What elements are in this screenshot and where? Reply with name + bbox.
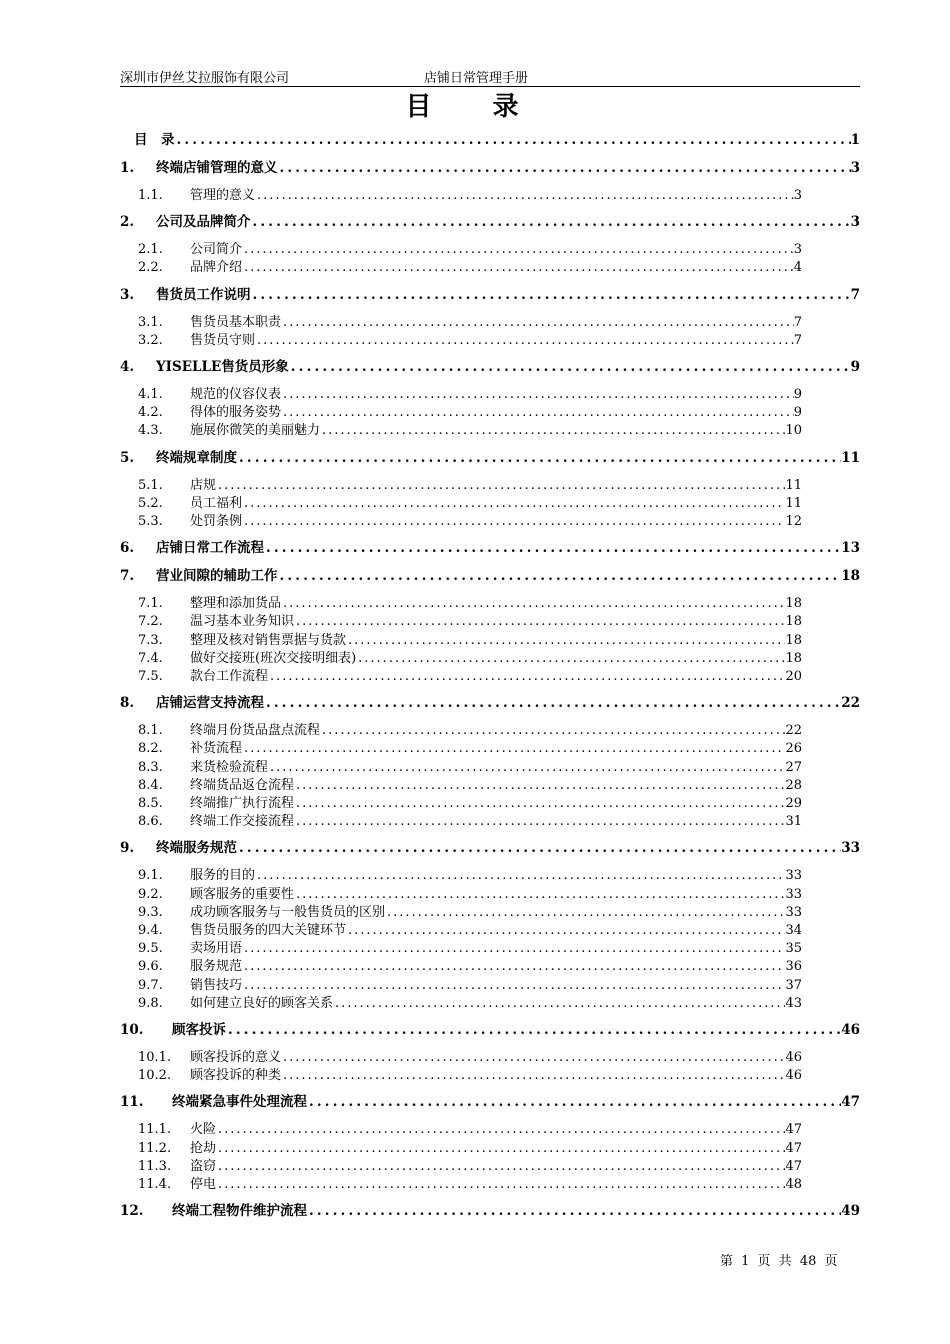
entry-page-number: 43 [785, 995, 802, 1011]
entry-page-number: 47 [785, 1158, 802, 1174]
toc-entry-contents[interactable] [120, 128, 860, 148]
entry-page-number: 11 [841, 449, 860, 466]
entry-label: 终端工程物件维护流程 [172, 1203, 307, 1220]
dot-leader [251, 214, 851, 230]
toc-section-entry[interactable] [120, 210, 860, 230]
entry-page-number: 3 [793, 188, 802, 203]
entry-label: 售货员基本职责 [190, 314, 282, 330]
entry-page-number: 11 [785, 495, 802, 511]
entry-page-number: 7 [793, 314, 802, 330]
entry-label: 终端推广执行流程 [190, 796, 295, 811]
dot-leader [251, 287, 851, 303]
entry-page-number: 46 [785, 1050, 802, 1065]
entry-page-number: 47 [785, 1122, 802, 1138]
entry-page-number: 11 [785, 477, 802, 493]
toc-subsection-entry[interactable] [120, 310, 860, 330]
entry-page-number: 37 [785, 977, 802, 993]
entry-label: 盗窃 [190, 1158, 217, 1174]
toc-subsection-entry[interactable] [120, 918, 860, 938]
toc-section-entry[interactable] [120, 355, 860, 375]
entry-page-number: 9 [850, 359, 860, 375]
entry-page-number: 18 [785, 596, 802, 612]
entry-page-number: 36 [785, 959, 802, 975]
dot-leader [237, 840, 841, 856]
entry-number: 3.1. [138, 314, 163, 330]
entry-page-number: 3 [850, 160, 860, 176]
entry-page-number: 1 [850, 132, 860, 148]
entry-label: 停电 [190, 1177, 217, 1192]
entry-page-number: 10 [785, 423, 802, 439]
entry-number: 4.2. [138, 405, 163, 421]
entry-page-number: 33 [785, 868, 802, 884]
toc-subsection-entry[interactable] [120, 809, 860, 829]
entry-label: 来货检验流程 [190, 759, 269, 775]
toc-subsection-entry[interactable] [120, 609, 860, 629]
entry-label: 顾客投诉的种类 [190, 1068, 282, 1084]
toc-subsection-entry[interactable] [120, 328, 860, 348]
toc-section-entry[interactable] [120, 691, 860, 711]
toc-subsection-entry[interactable] [120, 882, 860, 902]
entry-page-number: 3 [850, 214, 860, 231]
toc-section-entry[interactable] [120, 1199, 860, 1219]
toc-subsection-entry[interactable] [120, 736, 860, 756]
dot-leader [237, 450, 841, 466]
entry-number: 7.1. [138, 596, 163, 612]
entry-number: 7.4. [138, 650, 163, 666]
toc-subsection-entry[interactable] [120, 418, 860, 438]
entry-number: 10. [120, 1022, 144, 1038]
entry-label: 整理和添加货品 [190, 596, 282, 612]
toc-subsection-entry[interactable] [120, 255, 860, 275]
entry-page-number: 46 [841, 1022, 860, 1038]
entry-number: 9.5. [138, 941, 163, 957]
entry-label: 得体的服务姿势 [190, 405, 282, 421]
dot-leader [255, 333, 794, 348]
entry-number: 3.2. [138, 332, 163, 348]
toc-subsection-entry[interactable] [120, 973, 860, 993]
toc-section-entry[interactable] [120, 536, 860, 556]
entry-number: 11.4. [138, 1177, 172, 1192]
dot-leader [278, 160, 851, 176]
entry-number: 7. [120, 568, 135, 585]
entry-label: 抢劫 [190, 1140, 217, 1156]
entry-number: 8.1. [138, 723, 163, 739]
entry-label: 做好交接班(班次交接明细表) [190, 650, 357, 666]
entry-number: 9.3. [138, 904, 163, 920]
entry-label: YISELLE售货员形象 [156, 359, 289, 375]
entry-number: 5. [120, 449, 135, 466]
entry-label: 规范的仪容仪表 [190, 387, 282, 402]
entry-page-number: 33 [785, 904, 802, 920]
entry-page-number: 49 [841, 1203, 860, 1220]
dot-leader [320, 423, 785, 438]
entry-label: 款台工作流程 [190, 669, 269, 684]
toc-subsection-entry[interactable] [120, 400, 860, 420]
toc-subsection-entry[interactable] [120, 664, 860, 684]
toc-subsection-entry[interactable] [120, 591, 860, 611]
dot-leader [175, 132, 851, 148]
entry-number: 9.7. [138, 977, 163, 993]
entry-number: 11. [120, 1094, 144, 1111]
dot-leader [294, 814, 785, 829]
toc-subsection-entry[interactable] [120, 936, 860, 956]
entry-label: 成功顾客服务与一般售货员的区别 [190, 904, 386, 920]
entry-page-number: 47 [785, 1140, 802, 1156]
company-name: 深圳市伊丝艾拉服饰有限公司 [120, 71, 290, 86]
entry-page-number: 20 [785, 669, 802, 684]
entry-label: 服务的目的 [190, 868, 256, 884]
entry-page-number: 46 [785, 1068, 802, 1084]
dot-leader [264, 695, 841, 711]
toc-subsection-entry[interactable] [120, 183, 860, 203]
dot-leader [268, 669, 785, 684]
entry-number: 8.3. [138, 759, 163, 775]
entry-label: 补货流程 [190, 741, 243, 757]
entry-number: 8.4. [138, 777, 163, 793]
entry-number: 11.2. [138, 1140, 172, 1156]
entry-number: 5.3. [138, 514, 163, 529]
entry-page-number: 18 [785, 614, 802, 630]
entry-number: 6. [120, 540, 135, 557]
toc-subsection-entry[interactable] [120, 791, 860, 811]
entry-label: 店规 [190, 477, 217, 493]
toc-subsection-entry[interactable] [120, 718, 860, 738]
entry-label: 品牌介绍 [190, 260, 243, 276]
toc-subsection-entry[interactable] [120, 1063, 860, 1083]
entry-label: 顾客投诉的意义 [190, 1050, 282, 1065]
entry-number: 12. [120, 1203, 144, 1220]
entry-page-number: 7 [793, 332, 802, 348]
dot-leader [307, 1094, 841, 1110]
entry-page-number: 13 [841, 540, 860, 557]
entry-number: 5.2. [138, 495, 163, 511]
dot-leader [226, 1022, 841, 1038]
dot-leader [264, 540, 841, 556]
toc-subsection-entry[interactable] [120, 382, 860, 402]
entry-number: 4. [120, 359, 135, 375]
entry-number: 5.1. [138, 477, 163, 493]
dot-leader [281, 1068, 785, 1083]
toc-section-entry[interactable] [120, 564, 860, 584]
entry-label: 施展你微笑的美丽魅力 [190, 423, 321, 439]
entry-label: 公司及品牌简介 [156, 214, 251, 231]
toc-section-entry[interactable] [120, 446, 860, 466]
entry-number: 7.5. [138, 669, 163, 684]
toc-subsection-entry[interactable] [120, 509, 860, 529]
entry-number: 4.3. [138, 423, 163, 439]
entry-number: 2.2. [138, 260, 163, 276]
entry-number: 10.1. [138, 1050, 172, 1065]
dot-leader [307, 1203, 841, 1219]
toc-subsection-entry[interactable] [120, 863, 860, 883]
toc-subsection-entry[interactable] [120, 1117, 860, 1137]
entry-page-number: 3 [793, 242, 802, 258]
toc-subsection-entry[interactable] [120, 1172, 860, 1192]
entry-page-number: 7 [850, 286, 860, 303]
toc-heading: 目 录 [405, 92, 545, 122]
entry-label: 整理及核对销售票据与货款 [190, 632, 347, 648]
toc-subsection-entry[interactable] [120, 1154, 860, 1174]
toc-section-entry[interactable] [120, 1018, 860, 1038]
entry-label: 公司简介 [190, 242, 243, 258]
manual-title: 店铺日常管理手册 [424, 71, 529, 86]
dot-leader [289, 359, 851, 375]
dot-leader [242, 514, 785, 529]
toc-subsection-entry[interactable] [120, 773, 860, 793]
page-header [120, 66, 860, 87]
entry-number: 1.1. [138, 188, 163, 203]
dot-leader [333, 996, 785, 1011]
entry-number: 8.5. [138, 796, 163, 811]
entry-label: 温习基本业务知识 [190, 614, 295, 630]
entry-page-number: 29 [785, 796, 802, 811]
entry-number: 7.2. [138, 614, 163, 630]
entry-number: 8.2. [138, 741, 163, 757]
entry-page-number: 28 [785, 777, 802, 793]
entry-page-number: 26 [785, 741, 802, 757]
entry-number: 1. [120, 160, 135, 176]
entry-number: 7.3. [138, 632, 163, 648]
entry-page-number: 35 [785, 941, 802, 957]
entry-label: 销售技巧 [190, 977, 243, 993]
entry-number: 8.6. [138, 814, 163, 830]
entry-number: 11.1. [138, 1122, 172, 1138]
entry-number: 9.1. [138, 868, 163, 884]
entry-number: 2. [120, 214, 135, 231]
entry-label: 顾客服务的重要性 [190, 886, 295, 902]
entry-label: 售货员服务的四大关键环节 [190, 923, 347, 938]
entry-number: 9.4. [138, 923, 163, 938]
entry-label: 营业间隙的辅助工作 [156, 568, 278, 585]
entry-page-number: 12 [785, 514, 802, 529]
entry-number: 3. [120, 286, 135, 303]
entry-page-number: 18 [841, 568, 860, 585]
toc-subsection-entry[interactable] [120, 900, 860, 920]
entry-page-number: 22 [841, 695, 860, 712]
entry-label: 火险 [190, 1122, 217, 1138]
toc-subsection-entry[interactable] [120, 491, 860, 511]
entry-number: 9.6. [138, 959, 163, 975]
entry-number: 9. [120, 840, 135, 857]
entry-label: 终端货品返仓流程 [190, 777, 295, 793]
entry-label: 售货员工作说明 [156, 286, 251, 303]
toc-subsection-entry[interactable] [120, 628, 860, 648]
toc-subsection-entry[interactable] [120, 473, 860, 493]
entry-label: 卖场用语 [190, 941, 243, 957]
dot-leader [216, 1177, 785, 1192]
entry-label: 终端工作交接流程 [190, 814, 295, 830]
entry-label: 店铺日常工作流程 [156, 540, 264, 557]
toc-section-entry[interactable] [120, 283, 860, 303]
entry-page-number: 48 [785, 1177, 802, 1192]
entry-label: 终端店铺管理的意义 [156, 160, 278, 176]
entry-page-number: 27 [785, 759, 802, 775]
entry-page-number: 31 [785, 814, 802, 830]
entry-page-number: 33 [841, 840, 860, 857]
entry-number: 4.1. [138, 387, 163, 402]
entry-page-number: 18 [785, 632, 802, 648]
entry-label: 如何建立良好的顾客关系 [190, 995, 334, 1011]
entry-number: 9.2. [138, 886, 163, 902]
entry-label: 终端月份货品盘点流程 [190, 723, 321, 739]
entry-label: 目 录 [134, 132, 175, 148]
page-footer: 第 1 页 共 48 页 [720, 1254, 838, 1269]
toc-subsection-entry[interactable] [120, 1045, 860, 1065]
toc-section-entry[interactable] [120, 156, 860, 176]
entry-page-number: 9 [793, 405, 802, 421]
toc-subsection-entry[interactable] [120, 646, 860, 666]
toc-section-entry[interactable] [120, 836, 860, 856]
entry-number: 8. [120, 695, 135, 712]
entry-label: 终端紧急事件处理流程 [172, 1094, 307, 1111]
toc-section-entry[interactable] [120, 1090, 860, 1110]
entry-number: 9.8. [138, 995, 163, 1011]
entry-number: 2.1. [138, 242, 163, 258]
entry-label: 售货员守则 [190, 332, 256, 348]
entry-page-number: 34 [785, 923, 802, 938]
toc-subsection-entry[interactable] [120, 991, 860, 1011]
dot-leader [242, 260, 794, 275]
entry-page-number: 22 [785, 723, 802, 739]
dot-leader [278, 568, 842, 584]
entry-page-number: 9 [793, 387, 802, 402]
toc-subsection-entry[interactable] [120, 954, 860, 974]
entry-label: 管理的意义 [190, 188, 256, 203]
entry-number: 11.3. [138, 1158, 172, 1174]
entry-label: 员工福利 [190, 495, 243, 511]
toc-subsection-entry[interactable] [120, 237, 860, 257]
entry-page-number: 4 [793, 260, 802, 276]
toc-subsection-entry[interactable] [120, 755, 860, 775]
toc-subsection-entry[interactable] [120, 1136, 860, 1156]
entry-number: 10.2. [138, 1068, 172, 1084]
entry-label: 处罚条例 [190, 514, 243, 529]
entry-label: 服务规范 [190, 959, 243, 975]
entry-page-number: 33 [785, 886, 802, 902]
entry-label: 顾客投诉 [172, 1022, 226, 1038]
entry-label: 店铺运营支持流程 [156, 695, 264, 712]
entry-label: 终端规章制度 [156, 449, 237, 466]
entry-page-number: 18 [785, 650, 802, 666]
dot-leader [255, 188, 794, 203]
entry-page-number: 47 [841, 1094, 860, 1111]
entry-label: 终端服务规范 [156, 840, 237, 857]
